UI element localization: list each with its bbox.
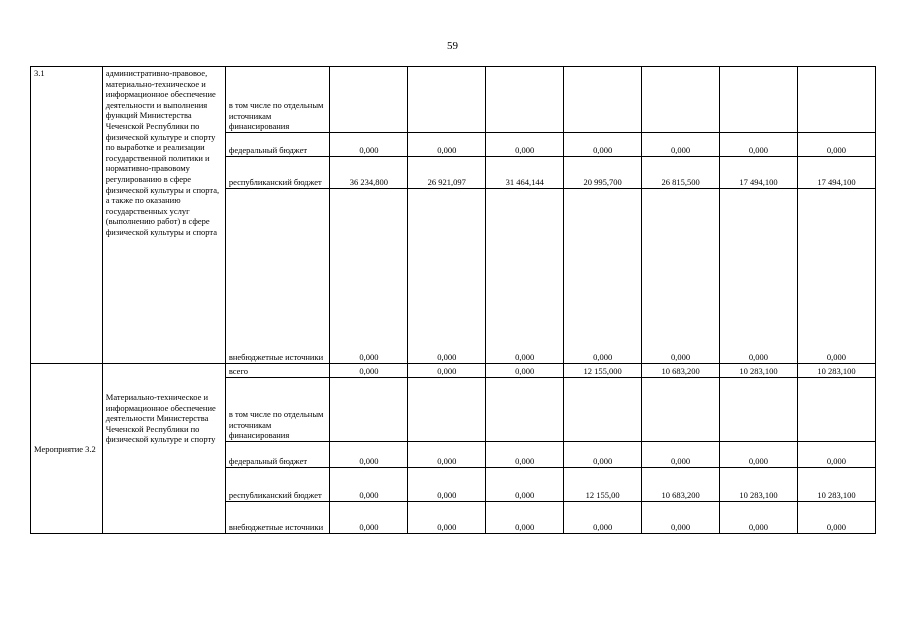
table-row [31, 67, 876, 133]
value-cell: 0,000 [330, 189, 408, 364]
value-cell: 0,000 [797, 133, 875, 157]
financing-table [30, 66, 876, 534]
funding-source: всего [225, 364, 330, 378]
value-cell [564, 67, 642, 133]
value-cell: 0,000 [720, 502, 798, 534]
value-cell [330, 67, 408, 133]
value-cell: 10 283,100 [720, 468, 798, 502]
value-cell: 0,000 [330, 502, 408, 534]
value-cell: 0,000 [408, 133, 486, 157]
value-cell: 0,000 [486, 442, 564, 468]
value-cell: 0,000 [564, 442, 642, 468]
value-cell [486, 67, 564, 133]
page-number: 59 [447, 40, 458, 52]
value-cell: 36 234,800 [330, 157, 408, 189]
value-cell [642, 378, 720, 442]
value-cell: 0,000 [408, 468, 486, 502]
value-cell [642, 67, 720, 133]
value-cell: 26 921,097 [408, 157, 486, 189]
value-cell: 17 494,100 [720, 157, 798, 189]
value-cell: 12 155,000 [564, 364, 642, 378]
value-cell: 10 283,100 [797, 364, 875, 378]
value-cell: 0,000 [408, 442, 486, 468]
funding-source: республиканский бюджет [225, 468, 330, 502]
table-row [31, 364, 876, 378]
measure-name: административно-правовое, материально-техническое и информационное обеспечение деятельности и выполнения функций Министерства Чеченской Республики по физической культуре и спорту по выработке и реализации государственной политики и нормативно-правовому регулированию в сфере физической культуры и спорта, а также по оказанию государственных услуг (выполнению работ) в сфере физической культуры и спорта [102, 67, 225, 364]
measure-name: Материально-техническое и информационное обеспечение деятельности Министерства Чеченской Республики по физической культуре и спорту [102, 364, 225, 534]
value-cell: 17 494,100 [797, 157, 875, 189]
funding-source: федеральный бюджет [225, 442, 330, 468]
funding-source: в том числе по отдельным источникам финансирования [225, 378, 330, 442]
funding-source: внебюджетные источники [225, 502, 330, 534]
value-cell: 0,000 [330, 133, 408, 157]
value-cell: 10 683,200 [642, 364, 720, 378]
value-cell: 10 683,200 [642, 468, 720, 502]
value-cell: 0,000 [642, 133, 720, 157]
value-cell: 0,000 [564, 133, 642, 157]
value-cell: 0,000 [642, 189, 720, 364]
value-cell [720, 378, 798, 442]
value-cell: 0,000 [797, 189, 875, 364]
value-cell: 0,000 [720, 189, 798, 364]
value-cell: 12 155,00 [564, 468, 642, 502]
value-cell: 31 464,144 [486, 157, 564, 189]
value-cell [797, 378, 875, 442]
value-cell: 0,000 [408, 364, 486, 378]
value-cell: 20 995,700 [564, 157, 642, 189]
value-cell: 0,000 [720, 133, 798, 157]
value-cell: 0,000 [330, 442, 408, 468]
value-cell [330, 378, 408, 442]
value-cell: 0,000 [720, 442, 798, 468]
value-cell: 0,000 [408, 502, 486, 534]
value-cell: 10 283,100 [720, 364, 798, 378]
value-cell [408, 67, 486, 133]
value-cell: 0,000 [642, 502, 720, 534]
value-cell [408, 378, 486, 442]
value-cell: 0,000 [797, 442, 875, 468]
funding-source: внебюджетные источники [225, 189, 330, 364]
value-cell: 0,000 [564, 502, 642, 534]
value-cell: 0,000 [486, 364, 564, 378]
value-cell: 0,000 [486, 502, 564, 534]
value-cell [720, 67, 798, 133]
value-cell: 0,000 [797, 502, 875, 534]
measure-number: 3.1 [31, 67, 103, 364]
funding-source: республиканский бюджет [225, 157, 330, 189]
value-cell: 0,000 [564, 189, 642, 364]
funding-source: в том числе по отдельным источникам финансирования [225, 67, 330, 133]
value-cell: 10 283,100 [797, 468, 875, 502]
value-cell: 0,000 [486, 133, 564, 157]
value-cell: 26 815,500 [642, 157, 720, 189]
value-cell: 0,000 [330, 468, 408, 502]
funding-source: федеральный бюджет [225, 133, 330, 157]
value-cell: 0,000 [642, 442, 720, 468]
value-cell [486, 378, 564, 442]
value-cell [797, 67, 875, 133]
value-cell [564, 378, 642, 442]
value-cell: 0,000 [330, 364, 408, 378]
value-cell: 0,000 [408, 189, 486, 364]
value-cell: 0,000 [486, 468, 564, 502]
value-cell: 0,000 [486, 189, 564, 364]
measure-number: Мероприятие 3.2 [31, 364, 103, 534]
